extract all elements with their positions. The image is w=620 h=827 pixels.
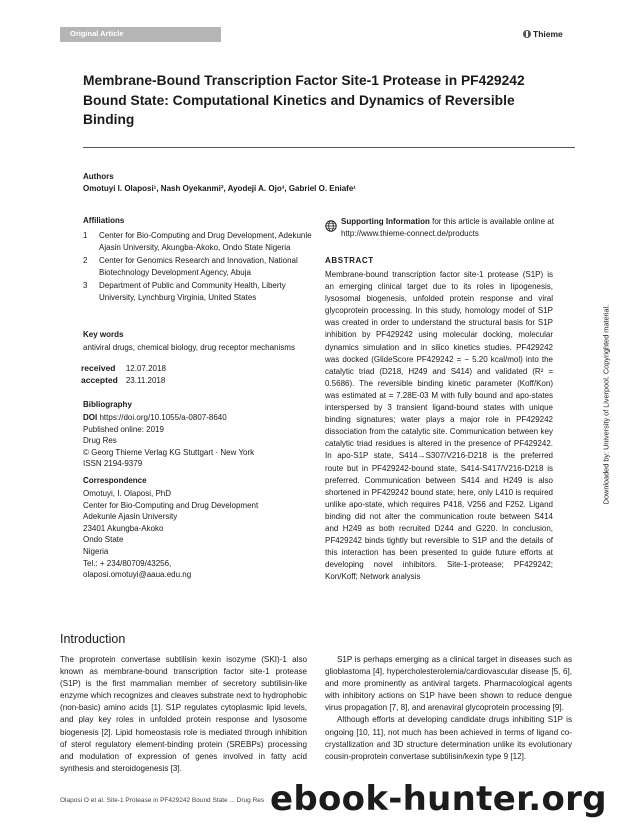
publisher-name: Thieme [533,29,563,39]
intro-paragraph: Although efforts at developing candidate drugs inhibiting S1P is ongoing [10, 11], not much has been achieved in terms of ligand co-crystallization and 3D structure determination unlike its evolutionary cousin-proprotein convertase subtilisin/kexin type 9 [12]. [325,715,572,761]
supporting-information [325,216,570,240]
intro-paragraph: The proprotein convertase subtilisin kexin isozyme (SKI)-1 also known as membrane-bound transcription factor site-1 protease (S1P) is the first mammalian member of secretory subtilisin-like enzyme which recognizes and cleaves substrate next to hydrophobic (non-basic) amino acids [1]. S1P regulates cytoplasmic lipid levels, and play key roles in unfolded protein response and lysosome biogenesis [2]. Lipid homeostasis role is mediated through inhibition of sterol regulatory element-binding protein (SREBPs) processing and modulation of expression of genes involved in fatty acid synthesis and steroidogenesis [3]. [60,655,307,773]
affiliations-heading: Affiliations [83,216,125,225]
bibliography-heading: Bibliography [83,400,132,409]
section-label-bar [60,27,221,42]
journal-name: Drug Res [83,436,117,446]
intro-column-right [325,654,572,763]
download-notice: Downloaded by: University of Liverpool. Copyrighted material. [601,304,611,505]
title-divider [83,147,575,148]
affiliation-item: 1 Center for Bio-Computing and Drug Development, Adekunle Ajasin University, Akungba-Akoko, Ondo State Nigeria [83,231,312,252]
authors-heading: Authors [83,172,114,181]
side-note [596,268,616,552]
accepted-date: 23.11.2018 [125,375,166,385]
correspondence-email[interactable]: olaposi.omotuyi@aaua.edu.ng [83,570,192,580]
introduction-heading: Introduction [60,632,126,646]
watermark-text: ebook-hunter.org [270,779,607,819]
affiliation-item: 2 Center for Genomics Research and Innovation, National Biotechnology Development Agency, Abuja [83,256,298,277]
affiliation-item: 3 Department of Public and Community Health, Liberty University, Lynchburg Virginia, United States [83,281,286,302]
accepted-label: accepted [81,374,118,385]
thieme-logo-icon [523,30,531,38]
bibliography-block [83,412,323,470]
supporting-info-label: Supporting Information [341,217,430,226]
publisher-logo [523,29,563,39]
dates-table [81,363,174,386]
published-line: Published online: 2019 [83,424,164,434]
abstract-text: Membrane-bound transcription factor site-1 protease (S1P) is an emerging clinical target due to its roles in lipogenesis, lysosomal biogenesis, unfolded protein response and viral glycoprotein processing. In this study, homology model of S1P was created in order to understand the structural basis for S1P inhibition by PF429242 using molecular docking, molecular dynamics simulation and in silico kinetics studies. PF429242 was docked (GlideScore PF429242 = − 5.20 kcal/mol) into the catalytic triad (D218, H249 and S414) and validated (R² = 0.5686). The reversible binding kinetic parameter (Koff/Kon) was estimated at = 7.28E-03 M with fully bound and apo-states interspersed by 3 transient ligand-bound states with unique binding signatures; water plays a major role in PF429242 dissociation from the catalytic site. Communication between key catalytic triad residues is altered in the presence of PF429242. In apo-S1P state, S414→S307/V216-D218 is the preferred route but in PF429242-bound state, S414-S417/V216-D218 is preferred. Communication between S414 and H249 is also shortened in PF429242 bound state; here, only L410 is required unlike apo-state, which requires P418, V256 and F252. Ligand binding did not alter the communication route between S414 and H249 as both recruited D244 and G220. In conclusion, PF429242 binds tightly but reversible to S1P and the details of this interaction has been presented to guide future efforts at developing novel inhibitors. Site-1-protease; PF429242; Kon/Koff; Network analysis [325,270,553,582]
copyright-line: © Georg Thieme Verlag KG Stuttgart · New York [83,447,255,457]
page-footer: Olaposi O et al. Site-1 Protease in PF429242 Bound State ... Drug Res [60,797,265,804]
article-title: Membrane-Bound Transcription Factor Site-1 Protease in PF429242 Bound State: Computational Kinetics and Dynamics of Reversible Binding [83,73,525,127]
correspondence-heading: Correspondence [83,476,147,485]
doi-label: DOI [83,413,98,422]
received-date: 12.07.2018 [125,364,166,373]
keywords-heading: Key words [83,330,124,339]
issn-line: ISSN 2194-9379 [83,459,143,469]
globe-icon [325,220,337,232]
keywords-text: antiviral drugs, chemical biology, drug receptor mechanisms [83,343,295,352]
doi-link[interactable]: https://doi.org/10.1055/a-0807-8640 [99,413,227,422]
section-label: Original Article [70,29,124,38]
intro-paragraph: S1P is perhaps emerging as a clinical target in diseases such as glioblastoma [4], hypercholesterolemia/cardiovascular disease [5, 6], and more prominently as antiviral targets. Pharmacological agents with inhibitory actions on S1P have been shown to reduce dengue virus propagation [7, 8], and arenaviral glycoprotein processing [9]. [325,655,572,713]
intro-column-left [60,654,307,775]
affiliations-list [83,230,313,306]
author-names: Omotuyi I. Olaposi¹, Nash Oyekanmi², Ayodeji A. Ojo³, Gabriel O. Eniafe¹ [83,184,356,193]
correspondence-block: Omotuyi, I. Olaposi, PhD Center for Bio-Computing and Drug Development Adekunle Ajasin University 23401 Akungba-Akoko Ondo State Nigeria Tel.: + 234/80709/43256, olaposi.omotuyi@aaua.edu.ng [83,488,323,581]
supporting-info-link[interactable]: for this article is available online at http://www.thieme-connect.de/products [341,217,554,238]
received-label: received [81,363,116,373]
abstract-heading: ABSTRACT [325,256,374,265]
